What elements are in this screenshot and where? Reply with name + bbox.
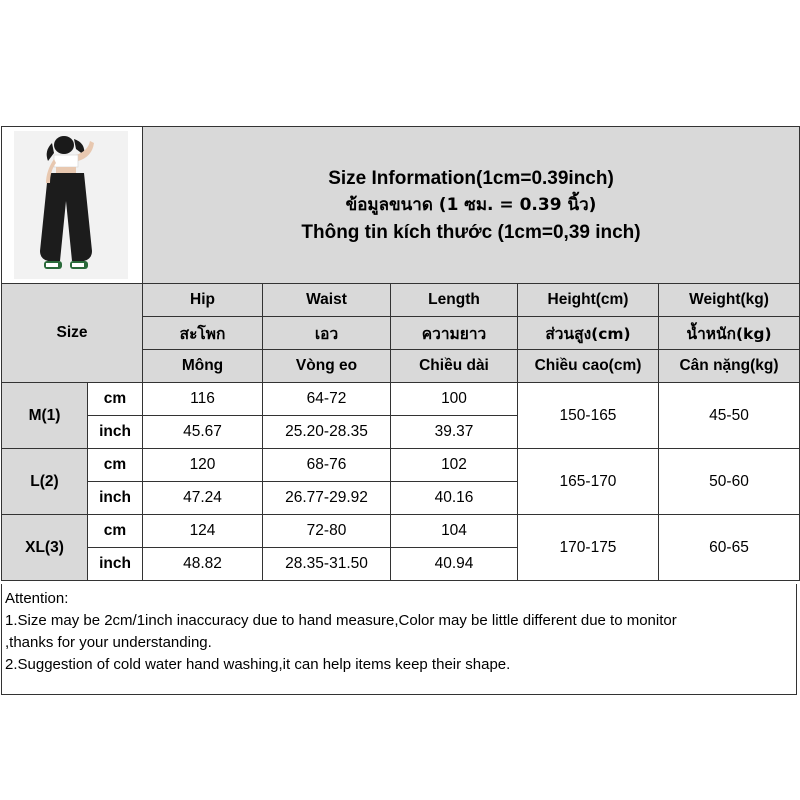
column-header-length-vietnamese: Chiều dài — [391, 350, 518, 383]
waist-value: 28.35-31.50 — [263, 548, 391, 581]
height-value: 165-170 — [518, 449, 659, 515]
waist-value: 26.77-29.92 — [263, 482, 391, 515]
hip-value: 47.24 — [143, 482, 263, 515]
waist-value: 64-72 — [263, 383, 391, 416]
size-name: L(2) — [2, 449, 88, 515]
column-header-length-thai: ความยาว — [391, 317, 518, 350]
column-header-height: Height(cm) — [518, 284, 659, 317]
unit-label: cm — [88, 449, 143, 482]
weight-value: 50-60 — [659, 449, 800, 515]
attention-line-1: 1.Size may be 2cm/1inch inaccuracy due to hand measure,Color may be little different due to monitor — [5, 612, 677, 629]
hip-value: 124 — [143, 515, 263, 548]
unit-label: inch — [88, 482, 143, 515]
hip-value: 45.67 — [143, 416, 263, 449]
column-header-hip: Hip — [143, 284, 263, 317]
attention-line-2: 2.Suggestion of cold water hand washing,it can help items keep their shape. — [5, 656, 511, 673]
column-header-height-thai: ส่วนสูง(cm) — [518, 317, 659, 350]
column-header-weight-thai: น้ำหนัก(kg) — [659, 317, 800, 350]
hip-value: 48.82 — [143, 548, 263, 581]
attention-notes — [1, 584, 797, 695]
length-value: 40.16 — [391, 482, 518, 515]
attention-line-1-continued: ,thanks for your understanding. — [5, 634, 212, 651]
length-value: 39.37 — [391, 416, 518, 449]
unit-label: cm — [88, 383, 143, 416]
column-header-height-vietnamese: Chiều cao(cm) — [518, 350, 659, 383]
product-photo-cell — [2, 127, 143, 284]
column-header-waist-thai: เอว — [263, 317, 391, 350]
height-value: 150-165 — [518, 383, 659, 449]
length-value: 104 — [391, 515, 518, 548]
waist-value: 72-80 — [263, 515, 391, 548]
table-row — [2, 515, 800, 548]
size-header: Size — [2, 284, 143, 383]
chart-title-cell — [143, 127, 800, 284]
column-header-hip-vietnamese: Mông — [143, 350, 263, 383]
column-header-length: Length — [391, 284, 518, 317]
size-table — [1, 126, 800, 581]
unit-label: inch — [88, 548, 143, 581]
length-value: 100 — [391, 383, 518, 416]
title-vietnamese: Thông tin kích thước (1cm=0,39 inch) — [301, 221, 641, 243]
column-header-waist-vietnamese: Vòng eo — [263, 350, 391, 383]
table-row — [2, 449, 800, 482]
size-name: XL(3) — [2, 515, 88, 581]
weight-value: 45-50 — [659, 383, 800, 449]
unit-label: cm — [88, 515, 143, 548]
unit-label: inch — [88, 416, 143, 449]
length-value: 102 — [391, 449, 518, 482]
waist-value: 68-76 — [263, 449, 391, 482]
title-english: Size Information(1cm=0.39inch) — [328, 167, 614, 189]
size-name: M(1) — [2, 383, 88, 449]
height-value: 170-175 — [518, 515, 659, 581]
attention-heading: Attention: — [5, 590, 69, 607]
waist-value: 25.20-28.35 — [263, 416, 391, 449]
table-row — [2, 383, 800, 416]
column-header-waist: Waist — [263, 284, 391, 317]
column-header-weight-vietnamese: Cân nặng(kg) — [659, 350, 800, 383]
product-photo — [14, 131, 128, 279]
column-header-hip-thai: สะโพก — [143, 317, 263, 350]
title-thai: ข้อมูลขนาด (1 ซม. = 0.39 นิ้ว) — [345, 194, 597, 215]
length-value: 40.94 — [391, 548, 518, 581]
column-header-weight: Weight(kg) — [659, 284, 800, 317]
hip-value: 120 — [143, 449, 263, 482]
weight-value: 60-65 — [659, 515, 800, 581]
hip-value: 116 — [143, 383, 263, 416]
